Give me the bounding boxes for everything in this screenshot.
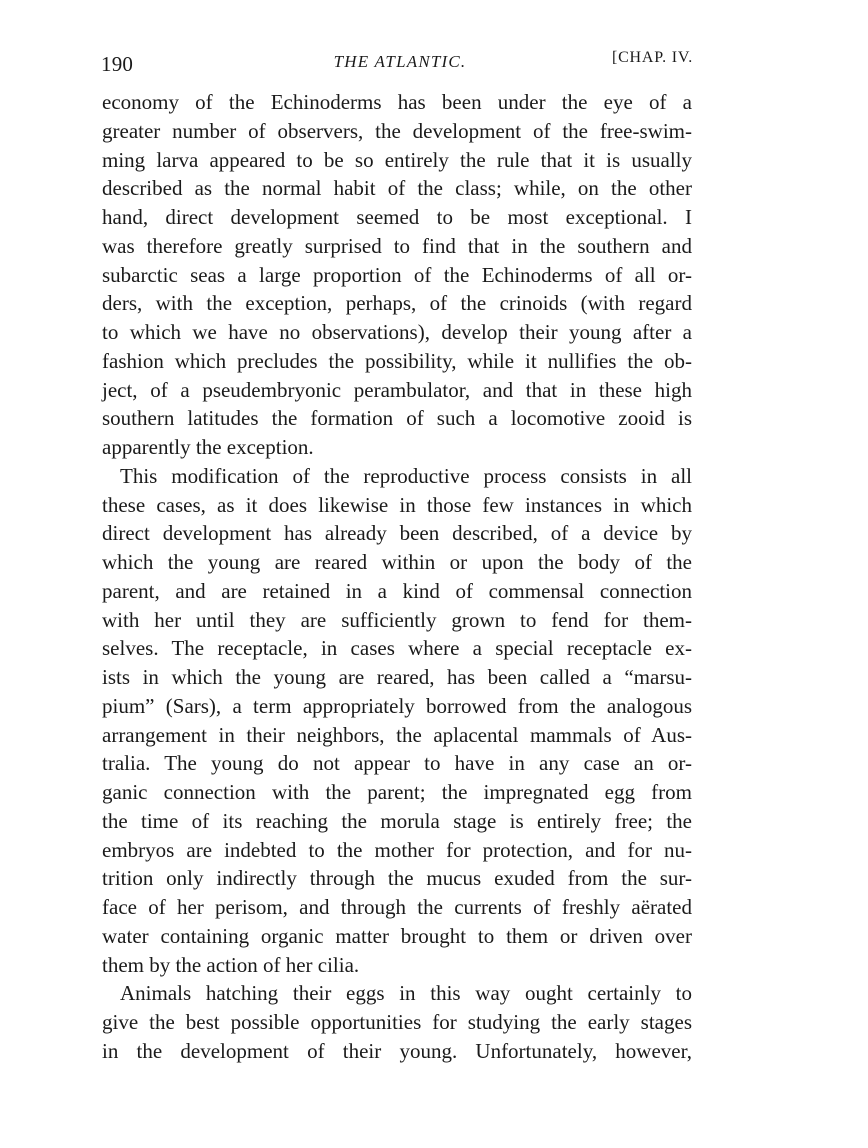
text-line: face of her perisom, and through the currents of freshly aërated xyxy=(102,895,692,919)
text-line: subarctic seas a large proportion of the Echinoderms of all or- xyxy=(102,262,692,287)
text-line: southern latitudes the formation of such a locomotive zooid is xyxy=(102,406,692,431)
text-line: This modification of the reproductive process consists in all xyxy=(120,463,692,488)
text-line: described as the normal habit of the class; while, on the other xyxy=(102,176,692,201)
text-line: arrangement in their neighbors, the aplacental mammals of Aus- xyxy=(102,722,692,747)
text-line: water containing organic matter brought to them or driven over xyxy=(102,923,692,948)
text-line: hand, direct development seemed to be most exceptional. I xyxy=(102,205,692,229)
paragraph-1 xyxy=(102,88,692,462)
text-line: was therefore greatly surprised to find that in the southern and xyxy=(102,233,692,258)
running-title: THE ATLANTIC. xyxy=(333,52,467,71)
text-line: ming larva appeared to be so entirely the rule that it is usually xyxy=(102,147,692,172)
text-line: apparently the exception. xyxy=(102,435,314,459)
text-line: in the development of their young. Unfortunately, however, xyxy=(102,1038,692,1063)
paragraph-3 xyxy=(102,979,692,1065)
text-line: embryos are indebted to the mother for protection, and for nu- xyxy=(102,837,692,862)
text-line: parent, and are retained in a kind of commensal connection xyxy=(102,578,692,603)
text-line: the time of its reaching the morula stage is entirely free; the xyxy=(102,808,692,833)
text-line: these cases, as it does likewise in those few instances in which xyxy=(102,492,692,517)
text-line: with her until they are sufficiently grown to fend for them- xyxy=(102,607,692,632)
paragraph-2 xyxy=(102,462,692,980)
running-head xyxy=(101,48,693,78)
text-line: ders, with the exception, perhaps, of the crinoids (with regard xyxy=(102,291,692,316)
text-line: economy of the Echinoderms has been under the eye of a xyxy=(102,90,692,114)
text-line: ists in which the young are reared, has been called a “marsu- xyxy=(102,665,692,689)
text-line: ganic connection with the parent; the impregnated egg from xyxy=(102,780,692,804)
text-line: pium” (Sars), a term appropriately borrowed from the analogous xyxy=(102,693,692,718)
text-line: give the best possible opportunities for studying the early stages xyxy=(102,1010,692,1034)
text-line: tralia. The young do not appear to have in any case an or- xyxy=(102,751,692,776)
text-line: trition only indirectly through the mucus exuded from the sur- xyxy=(102,866,692,891)
text-line: greater number of observers, the development of the free-swim- xyxy=(102,118,692,143)
text-line: to which we have no observations), develop their young after a xyxy=(102,320,692,344)
text-line: which the young are reared within or upon the body of the xyxy=(102,550,692,574)
text-line: ject, of a pseudembryonic perambulator, and that in these high xyxy=(102,377,692,402)
text-line: them by the action of her cilia. xyxy=(102,952,360,977)
text-line: selves. The receptacle, in cases where a special receptacle ex- xyxy=(102,636,692,661)
body-text xyxy=(102,88,692,1066)
chapter-reference: [CHAP. IV. xyxy=(611,49,693,66)
page-number: 190 xyxy=(101,52,134,76)
text-line: direct development has already been described, of a device by xyxy=(102,521,692,546)
text-line: fashion which precludes the possibility, while it nullifies the ob- xyxy=(102,348,692,373)
text-line: Animals hatching their eggs in this way ought certainly to xyxy=(120,981,692,1006)
